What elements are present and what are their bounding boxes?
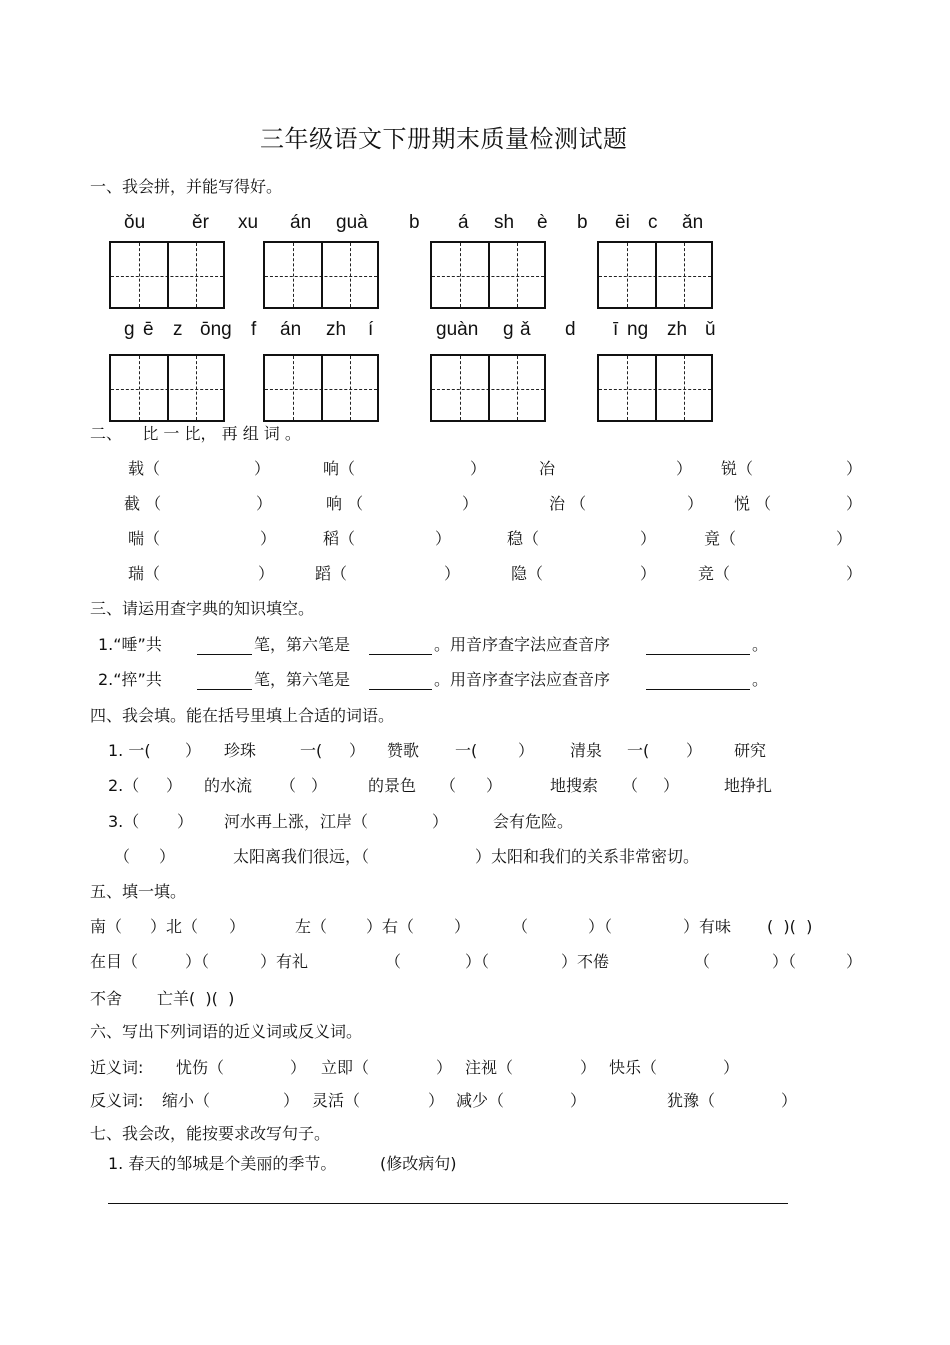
fill-text: （ (622, 776, 639, 795)
idiom-text: （ (385, 952, 402, 971)
paren: ） (185, 741, 202, 760)
idiom-text: ）（ (588, 917, 613, 936)
fill-text: 一( (455, 741, 478, 760)
pinyin: ǒu (124, 212, 146, 233)
page-title: 三年级语文下册期末质量检测试题 (260, 125, 628, 153)
writing-grid[interactable] (597, 354, 713, 422)
paren: ） (518, 741, 535, 760)
idiom-text: ）（ (465, 952, 490, 971)
paren: ） (640, 529, 657, 548)
fill-text: 太阳离我们很远，（ (233, 847, 370, 866)
pinyin: ǔ (705, 319, 716, 340)
compare-char: 喘（ (128, 529, 161, 548)
writing-grid[interactable] (430, 354, 546, 422)
idiom-text: 在目（ (90, 952, 139, 971)
paren: ） (254, 459, 271, 478)
idiom-text: ）有味 (683, 917, 732, 936)
idiom-text: 南（ (90, 917, 123, 936)
paren: ） (640, 564, 657, 583)
pinyin: ǎ (520, 319, 531, 340)
writing-grid[interactable] (109, 241, 225, 309)
idiom-text: ）不倦 (561, 952, 610, 971)
dict-blank[interactable] (369, 654, 432, 655)
paren: ） (580, 1058, 597, 1077)
fill-text: 河水再上涨，江岸（ (224, 812, 369, 831)
idiom-text: ）（ (772, 952, 797, 971)
pinyin: g (503, 319, 514, 340)
compare-char: 隐（ (511, 564, 544, 583)
dict-blank[interactable] (646, 689, 750, 690)
compare-char: 锐（ (721, 459, 754, 478)
paren: ） (846, 564, 863, 583)
dict-blank[interactable] (369, 689, 432, 690)
paren: ） (836, 529, 853, 548)
paren: ） (486, 776, 503, 795)
word: 减少（ (456, 1091, 505, 1110)
idiom-text: ）有礼 (260, 952, 309, 971)
pinyin: í (368, 319, 374, 340)
fill-text: 地挣扎 (724, 776, 773, 795)
fill-text: 1. 一( (108, 741, 151, 760)
section-1-heading: 一、我会拼，并能写得好。 (90, 177, 283, 196)
fill-text: （ (280, 776, 297, 795)
paren: ） (258, 564, 275, 583)
fill-text: 赞歌 (387, 741, 420, 760)
pinyin: ī (613, 319, 619, 340)
paren: ） (177, 812, 194, 831)
section-5-heading: 五、填一填。 (90, 882, 187, 901)
dict-q2-text: 。 (752, 670, 769, 689)
dict-q2-text: 笔，第六笔是 (254, 670, 351, 689)
compare-char: 竞（ (698, 564, 731, 583)
idiom-text: （ (694, 952, 711, 971)
pinyin: xu (238, 212, 259, 233)
idiom-text: （ (512, 917, 529, 936)
pinyin: z (173, 319, 183, 340)
writing-grid[interactable] (430, 241, 546, 309)
pinyin: ēi (615, 212, 630, 233)
fill-text: 的水流 (204, 776, 253, 795)
fill-text: ）太阳和我们的关系非常密切。 (475, 847, 700, 866)
fill-text: 的景色 (368, 776, 417, 795)
dict-q1-text: 1.“唾”共 (98, 635, 162, 654)
pinyin: sh (494, 212, 515, 233)
paren: ） (663, 776, 680, 795)
dict-q1-text: 。用音序查字法应查音序 (434, 635, 611, 654)
compare-char: 响（ (323, 459, 356, 478)
writing-grid[interactable] (109, 354, 225, 422)
writing-grid[interactable] (263, 354, 379, 422)
compare-char: 稻（ (323, 529, 356, 548)
dict-blank[interactable] (646, 654, 750, 655)
word: 立即（ (321, 1058, 370, 1077)
pinyin: guà (336, 212, 368, 233)
pinyin: b (409, 212, 420, 233)
compare-char: 悦 （ (734, 494, 772, 513)
fill-text: 2.（ (108, 776, 140, 795)
idiom-text: ）北（ (150, 917, 199, 936)
pinyin: ōng (200, 319, 232, 340)
paren: ） (166, 776, 183, 795)
compare-char: 瑞（ (128, 564, 161, 583)
paren: ） (311, 776, 328, 795)
dict-q1-text: 。 (752, 635, 769, 654)
fill-text: 会有危险。 (493, 812, 574, 831)
pinyin: g (124, 319, 135, 340)
writing-grid[interactable] (597, 241, 713, 309)
pinyin: è (537, 212, 548, 233)
paren: ） (444, 564, 461, 583)
pinyin: d (565, 319, 576, 340)
idiom-text: ）（ (185, 952, 210, 971)
answer-line[interactable] (108, 1203, 788, 1204)
paren: ） (256, 494, 273, 513)
writing-grid[interactable] (263, 241, 379, 309)
word: 缩小（ (162, 1091, 211, 1110)
compare-char: 治 （ (549, 494, 587, 513)
pinyin: f (251, 319, 257, 340)
compare-char: 载（ (128, 459, 161, 478)
paren: ） (676, 459, 693, 478)
section-4-heading: 四、我会填。能在括号里填上合适的词语。 (90, 706, 395, 725)
idiom-text: 左（ (295, 917, 328, 936)
pinyin: ng (627, 319, 649, 340)
dict-blank[interactable] (197, 689, 252, 690)
paren: ） (283, 1091, 300, 1110)
compare-char: 冶 (539, 459, 556, 478)
section-6-heading: 六、写出下列词语的近义词或反义词。 (90, 1022, 363, 1041)
dict-q2-text: 。用音序查字法应查音序 (434, 670, 611, 689)
idiom-text: 亡羊( )( ) (157, 989, 235, 1008)
dict-q2-text: 2.“捽”共 (98, 670, 162, 689)
paren: ） (846, 494, 863, 513)
word: 快乐（ (609, 1058, 658, 1077)
antonym-label: 反义词: (90, 1091, 144, 1110)
fill-text: 珍珠 (224, 741, 257, 760)
word: 注视（ (465, 1058, 514, 1077)
paren: ） (159, 847, 176, 866)
paren: ） (687, 494, 704, 513)
compare-char: 截 （ (124, 494, 162, 513)
dict-blank[interactable] (197, 654, 252, 655)
pinyin: án (290, 212, 312, 233)
paren: ） (290, 1058, 307, 1077)
fill-text: 研究 (734, 741, 767, 760)
paren: ） (260, 529, 277, 548)
paren: ） (428, 1091, 445, 1110)
rewrite-q1-instruction: (修改病句) (380, 1154, 457, 1173)
pinyin: ěr (192, 212, 209, 233)
idiom-text: ） (229, 917, 246, 936)
word: 忧伤（ (176, 1058, 225, 1077)
idiom-text: 不舍 (90, 989, 123, 1008)
pinyin: guàn (436, 319, 479, 340)
section-2-heading: 二、 比 一 比， 再 组 词 。 (90, 424, 301, 443)
idiom-text: ） (846, 952, 863, 971)
paren: ） (470, 459, 487, 478)
compare-char: 蹈（ (315, 564, 348, 583)
pinyin: zh (326, 319, 347, 340)
pinyin: zh (667, 319, 688, 340)
pinyin: ǎn (682, 212, 704, 233)
paren: ） (436, 1058, 453, 1077)
section-7-heading: 七、我会改，能按要求改写句子。 (90, 1124, 331, 1143)
compare-char: 竟（ (704, 529, 737, 548)
idiom-text: ( )( ) (767, 917, 813, 936)
paren: ） (723, 1058, 740, 1077)
paren: ） (435, 529, 452, 548)
fill-text: 一( (627, 741, 650, 760)
pinyin: b (577, 212, 588, 233)
pinyin: ē (143, 319, 154, 340)
paren: ） (781, 1091, 798, 1110)
word: 灵活（ (312, 1091, 361, 1110)
pinyin: c (648, 212, 658, 233)
fill-text: 一( (300, 741, 323, 760)
paren: ） (432, 812, 449, 831)
idiom-text: ） (454, 917, 471, 936)
word: 犹豫（ (667, 1091, 716, 1110)
paren: （ (114, 847, 131, 866)
fill-text: 地搜索 (550, 776, 599, 795)
compare-char: 稳（ (507, 529, 540, 548)
paren: ） (349, 741, 366, 760)
paren: ） (686, 741, 703, 760)
fill-text: （ (440, 776, 457, 795)
pinyin: án (280, 319, 302, 340)
rewrite-q1: 1. 春天的邹城是个美丽的季节。 (108, 1154, 337, 1173)
paren: ） (570, 1091, 587, 1110)
dict-q1-text: 笔，第六笔是 (254, 635, 351, 654)
section-3-heading: 三、请运用查字典的知识填空。 (90, 599, 315, 618)
pinyin: á (458, 212, 469, 233)
fill-text: 3.（ (108, 812, 140, 831)
paren: ） (462, 494, 479, 513)
compare-char: 响 （ (326, 494, 364, 513)
fill-text: 清泉 (570, 741, 603, 760)
paren: ） (846, 459, 863, 478)
idiom-text: ）右（ (366, 917, 415, 936)
synonym-label: 近义词: (90, 1058, 144, 1077)
